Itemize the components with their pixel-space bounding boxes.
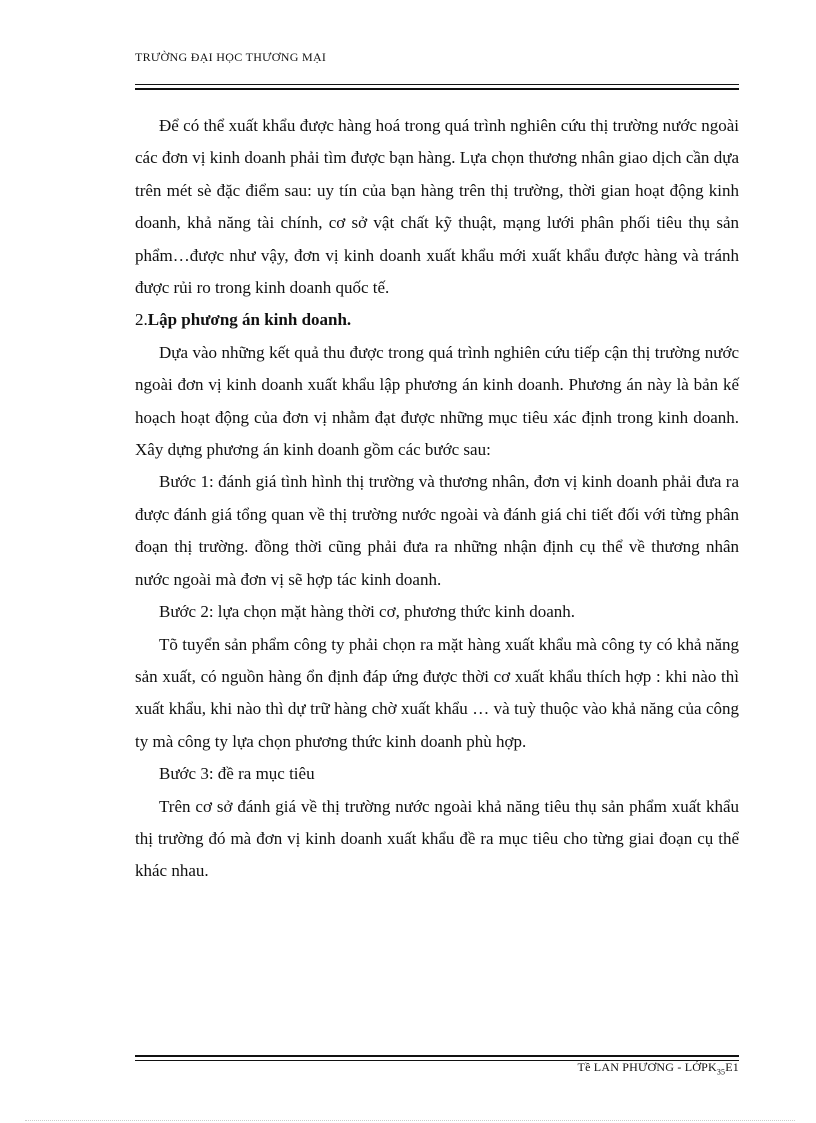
- page-header-title: TRƯỜNG ĐẠI HỌC THƯƠNG MẠI: [135, 50, 327, 64]
- page-bottom-edge: [25, 1120, 795, 1121]
- document-body: [135, 110, 739, 888]
- page-footer: [578, 1060, 739, 1076]
- section-heading: [135, 304, 739, 336]
- footer-class-suffix: E1: [725, 1060, 739, 1074]
- footer-class-subscript: 35: [716, 1067, 726, 1077]
- paragraph: Để có thể xuất khẩu được hàng hoá trong quá trình nghiên cứu thị trường nước ngoài các đơn vị kinh doanh phải tìm được bạn hàng. Lựa chọn thương nhân giao dịch cần dựa trên mét sè đặc điểm sau: uy tín của bạn hàng trên thị trường, thời gian hoạt động kinh doanh, khả năng tài chính, cơ sở vật chất kỹ thuật, mạng lưới phân phối tiêu thụ sản phẩm…được như vậy, đơn vị kinh doanh xuất khẩu mới xuất khẩu được hàng và tránh được rủi ro trong kinh doanh quốc tế.: [135, 116, 739, 298]
- section-number: 2.: [135, 310, 148, 330]
- paragraph: Bước 1: đánh giá tình hình thị trường và thương nhân, đơn vị kinh doanh phải đưa ra được đánh giá tổng quan về thị trường nước ngoài và đánh giá chi tiết đối với từng phân đoạn thị trường. đồng thời cũng phải đưa ra những nhận định cụ thể về thương nhân nước ngoài mà đơn vị sẽ hợp tác kinh doanh.: [135, 472, 739, 589]
- paragraph: Tõ tuyển sản phẩm công ty phải chọn ra mặt hàng xuất khẩu mà công ty có khả năng sản xuất, có nguồn hàng ổn định đáp ứng được thời cơ xuất khẩu thích hợp : khi nào thì xuất khẩu, khi nào thì dự trữ hàng chờ xuất khẩu … và tuỳ thuộc vào khả năng của công ty mà công ty lựa chọn phương thức kinh doanh phù hợp.: [135, 634, 739, 751]
- section-title: Lập phương án kinh doanh.: [147, 310, 352, 330]
- header-divider: [135, 84, 739, 90]
- paragraph: Dựa vào những kết quả thu được trong quá trình nghiên cứu tiếp cận thị trường nước ngoài đơn vị kinh doanh xuất khẩu lập phương án kinh doanh. Phương án này là bản kế hoạch hoạt động của đơn vị nhằm đạt được những mục tiêu xác định trong kinh doanh. Xây dựng phương án kinh doanh gồm các bước sau:: [135, 342, 739, 460]
- paragraph: Trên cơ sở đánh giá về thị trường nước ngoài khả năng tiêu thụ sản phẩm xuất khẩu thị trường đó mà đơn vị kinh doanh xuất khẩu đề ra mục tiêu cho từng giai đoạn cụ thể khác nhau.: [135, 796, 739, 881]
- paragraph: Bước 2: lựa chọn mặt hàng thời cơ, phương thức kinh doanh.: [159, 602, 576, 622]
- paragraph: Bước 3: đề ra mục tiêu: [159, 764, 315, 784]
- footer-author: Tề LAN PHƯƠNG - LỚPK: [577, 1060, 717, 1074]
